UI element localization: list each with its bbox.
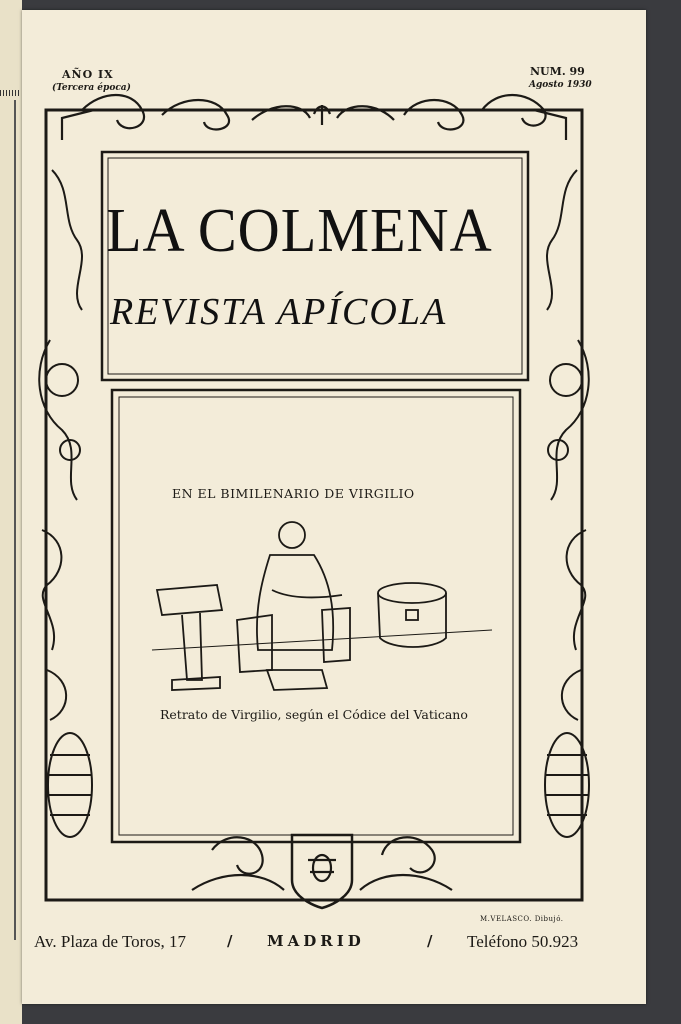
issue-year: AÑO IX — [62, 68, 114, 81]
scroll-box — [378, 583, 446, 603]
figure-robe — [257, 555, 333, 650]
footer-separator: / — [227, 932, 233, 950]
issue-date: Agosto 1930 — [529, 80, 592, 90]
picture-panel-inner-border — [119, 397, 513, 835]
illustration-caption: Retrato de Virgilio, según el Códice del Vaticano — [160, 707, 468, 722]
illustration-heading: EN EL BIMILENARIO DE VIRGILIO — [172, 486, 415, 501]
bottom-scrollwork — [192, 835, 452, 908]
epoch-label: (Tercera época) — [52, 83, 131, 93]
figure-head — [279, 522, 305, 548]
top-scrollwork — [62, 95, 566, 140]
footer-separator: / — [427, 932, 433, 950]
issue-number: NUM. 99 — [530, 65, 585, 78]
artist-signature: M.VELASCO. Dibujó. — [480, 915, 564, 923]
footer-phone: Teléfono 50.923 — [467, 932, 579, 951]
magazine-subtitle: REVISTA APÍCOLA — [110, 291, 448, 333]
page-edge-rule — [14, 100, 16, 940]
lectern — [157, 585, 222, 615]
footer-city: MADRID — [267, 932, 365, 950]
ornamental-frame — [22, 10, 646, 1004]
previous-page-edge — [0, 0, 22, 1024]
footer-address: Av. Plaza de Toros, 17 — [34, 932, 186, 951]
page-edge-marks — [0, 90, 20, 96]
picture-panel-border — [112, 390, 520, 842]
magazine-cover — [22, 10, 646, 1004]
virgil-illustration — [152, 522, 492, 690]
left-beehive — [48, 733, 92, 837]
magazine-title: LA COLMENA — [106, 197, 493, 265]
